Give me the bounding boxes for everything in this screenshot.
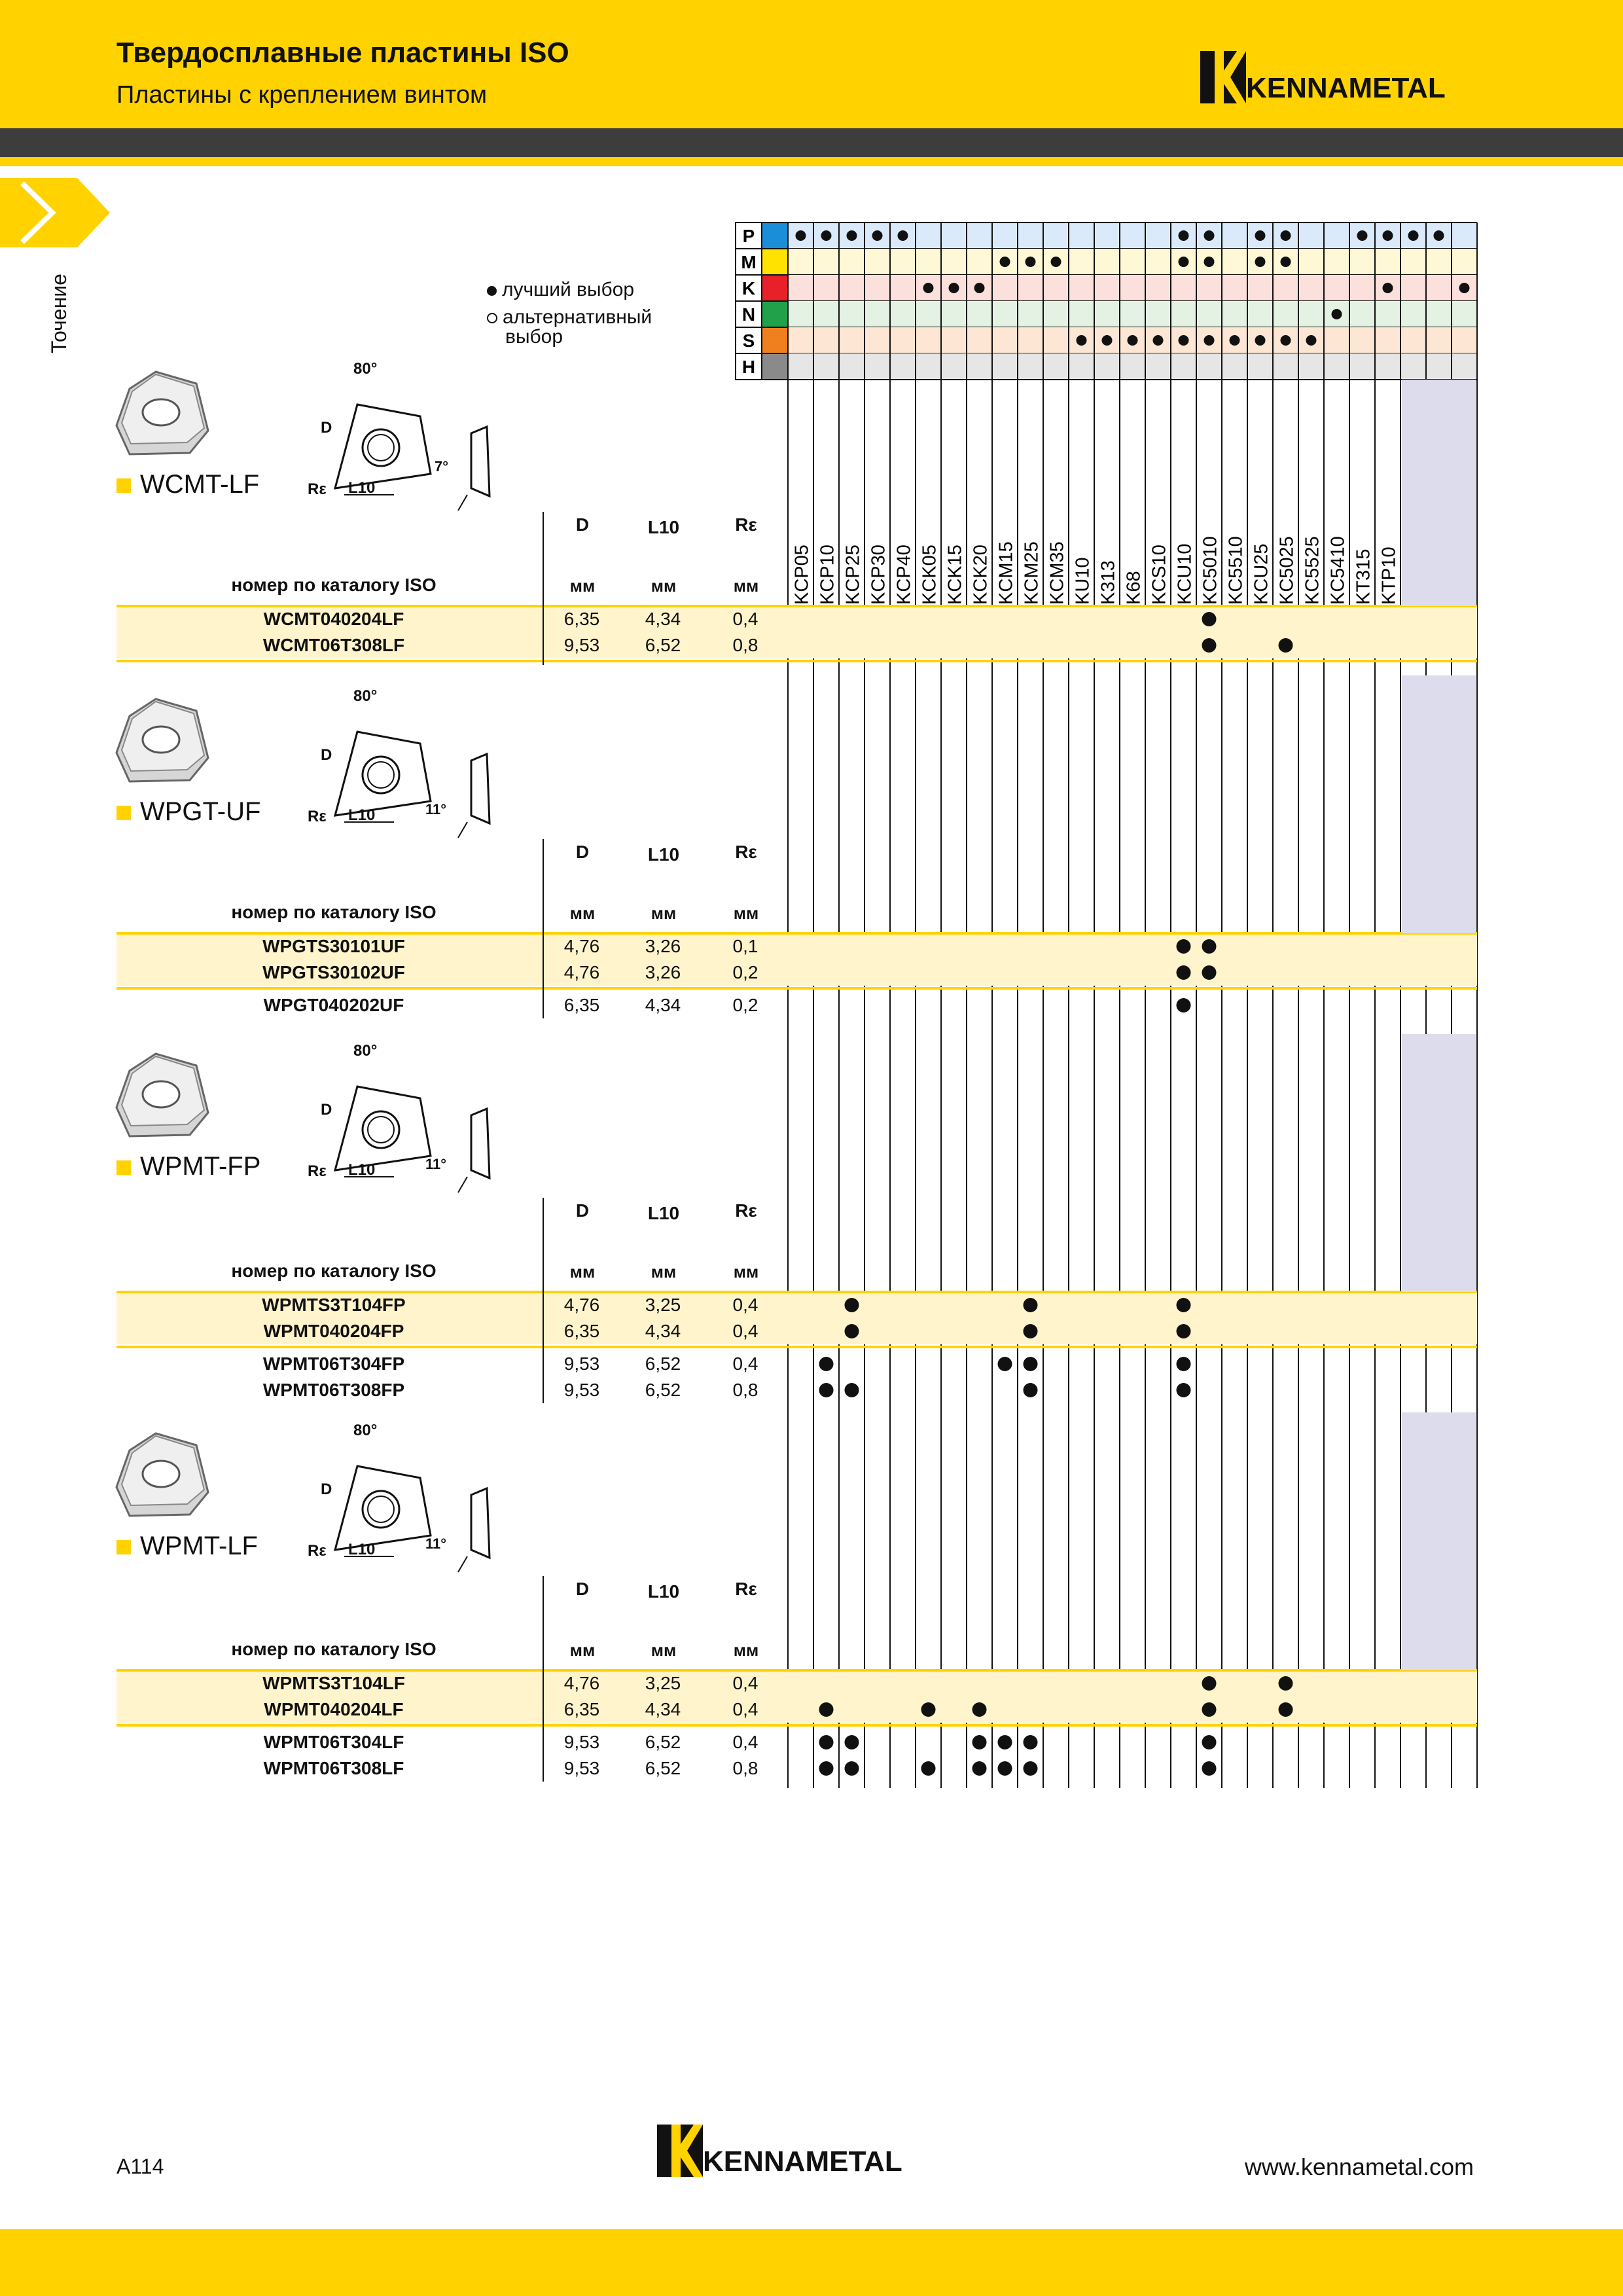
column-header-d: D [575,1579,590,1599]
grade-name: KC5010 [1200,536,1221,605]
unit-l10: мм [651,903,677,923]
value-d: 9,53 [563,1380,600,1400]
angle-label: 80° [353,687,378,705]
grade-name: KCU10 [1174,543,1196,605]
value-d: 4,76 [563,962,600,982]
value-re: 0,4 [732,1321,758,1341]
material-letter: H [741,357,756,377]
catalog-number-header: номер по каталогу ISO [231,1639,437,1659]
catalog-number: WPGTS30102UF [262,962,405,982]
column-header-l10: L10 [647,844,680,865]
insert-type-label: WCMT-LF [140,470,260,499]
value-l10: 4,34 [645,1699,681,1719]
column-header-re: Rε [735,1579,757,1599]
insert-type-name [116,1532,258,1561]
value-d: 4,76 [563,1295,600,1315]
column-header-d: D [575,842,590,862]
catalog-number: WPMT06T308LF [263,1758,404,1778]
angle-label: 80° [353,1422,378,1439]
unit-d: мм [569,903,596,923]
value-d: 9,53 [563,1732,600,1752]
value-re: 0,4 [732,1673,758,1693]
dimension-re-label: Rε [308,808,327,825]
value-re: 0,4 [732,1295,758,1315]
column-header-d: D [575,1200,590,1221]
value-l10: 3,26 [645,962,681,982]
grade-name: KCU25 [1251,543,1272,605]
section-label: Точение [47,274,71,353]
catalog-number: WPMT06T308FP [262,1380,405,1400]
unit-re: мм [733,576,759,596]
value-l10: 6,52 [645,1732,681,1752]
grade-name: KC5410 [1327,536,1349,605]
legend-alt-line2: выбор [505,326,563,348]
legend-alt-label: альтернативный [503,306,652,328]
column-header-re: Rε [735,1200,757,1221]
dimension-re-label: Rε [308,1162,327,1180]
dimension-re-label: Rε [308,1542,327,1560]
insert-type-label: WPGT-UF [140,797,261,826]
material-letter: N [741,304,756,325]
insert-type-name [116,797,260,827]
grade-name: KCK05 [919,545,940,605]
value-d: 9,53 [563,635,600,655]
catalog-number: WPMT06T304LF [263,1732,404,1752]
grade-name: KC5510 [1225,536,1247,605]
value-d: 6,35 [563,1321,600,1341]
material-letter: M [741,252,757,272]
dimension-d-label: D [321,1480,332,1498]
catalog-number-header: номер по каталогу ISO [231,1261,437,1281]
material-letter: P [742,226,755,246]
unit-d: мм [569,1640,596,1660]
dimension-d-label: D [321,1101,332,1119]
value-l10: 3,25 [645,1673,681,1693]
value-l10: 4,34 [645,609,681,629]
dimension-d-label: D [321,746,332,764]
value-d: 9,53 [563,1354,600,1374]
catalog-number: WPMT040204FP [263,1321,404,1341]
value-re: 0,4 [732,609,758,629]
grade-name: KT315 [1353,548,1374,605]
yellow-square-icon [116,806,131,820]
catalog-number: WPGT040202UF [263,995,404,1015]
value-re: 0,8 [732,635,758,655]
value-re: 0,4 [732,1699,758,1719]
value-l10: 6,52 [645,1354,681,1374]
dimension-re-label: Rε [308,480,327,498]
grade-name: KCM25 [1021,541,1043,605]
value-re: 0,1 [732,936,758,956]
footer-band [0,2229,1623,2296]
value-re: 0,8 [732,1758,758,1778]
clearance-angle-label: 11° [425,1535,447,1552]
value-re: 0,8 [732,1380,758,1400]
dimension-l10-label: L10 [348,1541,376,1558]
unit-re: мм [733,1262,759,1282]
dimension-l10-label: L10 [348,1161,376,1179]
insert-type-name [116,470,259,499]
column-header-re: Rε [735,842,757,862]
catalog-number: WPMTS3T104FP [262,1295,406,1315]
value-d: 9,53 [563,1758,600,1778]
footer-logo [657,2125,932,2177]
unit-d: мм [569,1262,596,1282]
column-header-l10: L10 [647,1581,680,1602]
page-subtitle: Пластины с креплением винтом [116,81,488,109]
yellow-square-icon [116,478,131,493]
header-logo-text: KENNAMETAL [1246,72,1446,104]
grade-name: KCP25 [842,545,864,605]
catalog-number: WPMTS3T104LF [262,1673,405,1693]
catalog-number: WPMT06T304FP [262,1354,405,1374]
angle-label: 80° [353,360,378,378]
catalog-number: WCMT06T308LF [262,635,405,655]
unit-d: мм [569,576,596,596]
unit-l10: мм [651,576,677,596]
value-l10: 4,34 [645,1321,681,1341]
value-l10: 6,52 [645,635,681,655]
grade-name: KCK15 [944,545,966,605]
grade-name: KTP10 [1378,547,1400,605]
catalog-number: WPGTS30101UF [262,936,405,956]
insert-type-label: WPMT-LF [140,1532,258,1560]
clearance-angle-label: 11° [425,1156,447,1172]
grade-name: KCK20 [970,545,991,605]
grade-name: K313 [1097,560,1119,605]
clearance-angle-label: 7° [435,458,449,475]
value-l10: 6,52 [645,1380,681,1400]
catalog-number-header: номер по каталогу ISO [231,575,437,595]
value-d: 6,35 [563,1699,600,1719]
grade-name: KCP10 [817,545,838,605]
angle-label: 80° [353,1042,378,1060]
value-re: 0,4 [732,1354,758,1374]
column-header-l10: L10 [647,1203,680,1223]
unit-re: мм [733,903,759,923]
material-letter: K [741,278,756,298]
page-number: A114 [116,2155,164,2178]
grade-name: KCS10 [1149,545,1170,605]
website-link[interactable]: www.kennametal.com [1244,2153,1474,2180]
grade-name: KCP05 [791,545,813,605]
clearance-angle-label: 11° [425,801,447,817]
value-d: 6,35 [563,995,600,1015]
yellow-square-icon [116,1160,131,1175]
catalog-number: WPMT040204LF [264,1699,404,1719]
grade-name: KCM15 [995,541,1017,605]
value-re: 0,2 [732,995,758,1015]
value-d: 6,35 [563,609,600,629]
grade-name: KU10 [1072,557,1094,605]
dimension-d-label: D [321,419,332,437]
dimension-l10-label: L10 [348,479,376,497]
column-header-re: Rε [735,514,757,535]
insert-type-label: WPMT-FP [140,1152,261,1181]
dimension-l10-label: L10 [348,806,376,824]
value-d: 4,76 [563,1673,600,1693]
grade-name: KCM35 [1046,541,1068,605]
grade-name: K68 [1123,571,1145,605]
yellow-square-icon [116,1540,131,1554]
catalog-number: WCMT040204LF [263,609,404,629]
column-header-l10: L10 [647,517,680,537]
unit-re: мм [733,1640,759,1660]
value-d: 4,76 [563,936,600,956]
unit-l10: мм [651,1262,677,1282]
legend-best-label: лучший выбор [502,279,635,300]
footer-logo-text: KENNAMETAL [703,2145,902,2178]
page-title: Твердосплавные пластины ISO [116,37,569,69]
insert-type-name [116,1152,260,1181]
material-letter: S [742,331,755,351]
value-l10: 6,52 [645,1758,681,1778]
grade-name: KCP40 [893,545,915,605]
grade-name: KCP30 [868,545,889,605]
value-re: 0,2 [732,962,758,982]
grade-name: KC5525 [1302,536,1323,605]
catalog-number-header: номер по каталогу ISO [231,902,437,922]
grade-name: KC5025 [1276,536,1298,605]
value-l10: 3,25 [645,1295,681,1315]
value-l10: 3,26 [645,936,681,956]
unit-l10: мм [651,1640,677,1660]
column-header-d: D [575,514,590,535]
value-l10: 4,34 [645,995,681,1015]
value-re: 0,4 [732,1732,758,1752]
